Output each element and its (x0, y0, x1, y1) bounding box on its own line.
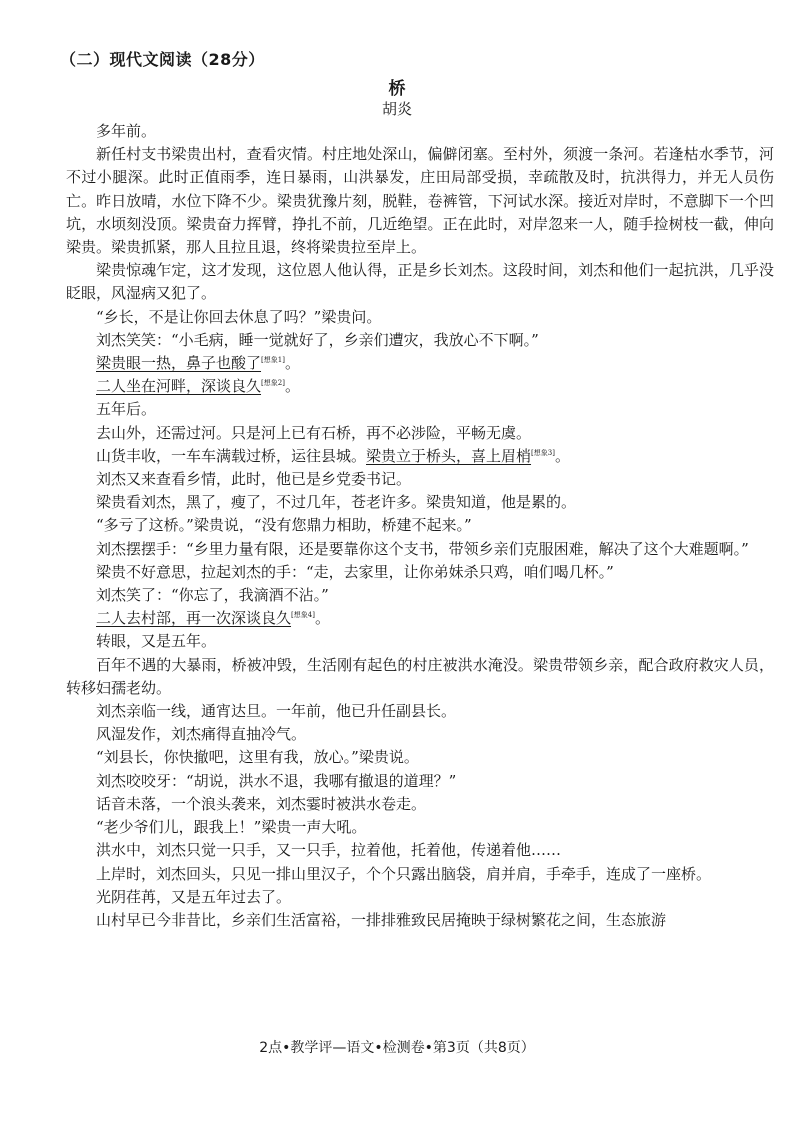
story-paragraph (66, 584, 774, 607)
paragraph-text: 刘杰摆摆手：“乡里力量有限，还是要靠你这个支书，带领乡亲们克服困难，解决了这个大难题啊。” (96, 539, 749, 558)
story-paragraph (66, 770, 774, 793)
story-paragraph (66, 746, 774, 769)
paragraph-text: 五年后。 (96, 400, 157, 419)
story-paragraph (66, 909, 774, 932)
paragraph-text: 新任村支书梁贵出村，查看灾情。村庄地处深山，偏僻闭塞。至村外，须渡一条河。若逢枯水季节，河不过小腿深。此时正值雨季，连日暴雨，山洪暴发，庄田局部受损，幸疏散及时，抗洪得力，并无人员伤亡。昨日放晴，水位下降不少。梁贵犹豫片刻，脱鞋，卷裤管，下河试水深。接近对岸时，不意脚下一个凹坑，水顷刻没顶。梁贵奋力挥臂，挣扎不前，几近绝望。正在此时，对岸忽来一人，随手捡树枝一截，伸向梁贵。梁贵抓紧，那人且拉且退，终将梁贵拉至岸上。 (66, 145, 774, 257)
story-paragraph (66, 306, 774, 329)
paragraph-text: 梁贵看刘杰，黑了，瘦了，不过几年，苍老许多。梁贵知道，他是累的。 (96, 493, 577, 512)
paragraph-text: 洪水中，刘杰只觉一只手，又一只手，拉着他，托着他，传递着他…… (96, 841, 562, 860)
paragraph-text: “刘县长，你快撤吧，这里有我，放心。”梁贵说。 (96, 748, 419, 767)
underlined-passage: 梁贵眼一热，鼻子也酸了 (96, 354, 262, 373)
story-paragraph (66, 863, 774, 886)
story-paragraph (66, 816, 774, 839)
paragraph-text: 梁贵不好意思，拉起刘杰的手：“走，去家里，让你弟妹杀只鸡，咱们喝几杯。” (96, 562, 614, 581)
paragraph-text: 上岸时，刘杰回头，只见一排山里汉子，个个只露出脑袋，肩并肩，手牵手，连成了一座桥。 (96, 864, 712, 883)
annotation-note: [想象1] (261, 356, 285, 365)
story-body (66, 120, 774, 932)
underlined-passage: 二人坐在河畔，深谈良久 (96, 377, 262, 396)
paragraph-text: 山货丰收，一车车满载过桥，运往县城。 (96, 446, 367, 465)
story-paragraph (66, 723, 774, 746)
paragraph-text: “乡长，不是让你回去休息了吗？”梁贵问。 (96, 307, 382, 326)
paragraph-text: 刘杰笑笑：“小毛病，睡一觉就好了，乡亲们遭灾，我放心不下啊。” (96, 330, 539, 349)
story-paragraph (66, 630, 774, 653)
underlined-passage: 二人去村部，再一次深谈良久 (96, 609, 292, 628)
story-paragraph (66, 886, 774, 909)
paragraph-text: 百年不遇的大暴雨，桥被冲毁，生活刚有起色的村庄被洪水淹没。梁贵带领乡亲，配合政府救灾人员，转移妇孺老幼。 (66, 655, 774, 697)
story-paragraph (66, 607, 774, 630)
paragraph-text: 刘杰笑了：“你忘了，我滴酒不沾。” (96, 586, 329, 605)
page-footer: 2点•教学评—语文•检测卷•第3页（共8页） (259, 1040, 535, 1056)
paragraph-text: 山村早已今非昔比，乡亲们生活富裕，一排排雅致民居掩映于绿树繁花之间，生态旅游 (96, 910, 667, 929)
paragraph-text: “多亏了这桥。”梁贵说，“没有您鼎力相助，桥建不起来。” (96, 516, 472, 535)
story-paragraph (66, 352, 774, 375)
paragraph-text: “老少爷们儿，跟我上！”梁贵一声大吼。 (96, 818, 367, 837)
story-paragraph (66, 445, 774, 468)
paragraph-punctuation: 。 (284, 377, 300, 396)
story-paragraph (66, 561, 774, 584)
annotation-note: [想象4] (291, 611, 315, 620)
paragraph-text: 去山外，还需过河。只是河上已有石桥，再不必涉险，平畅无虞。 (96, 423, 532, 442)
story-paragraph (66, 259, 774, 305)
paragraph-punctuation: 。 (284, 354, 300, 373)
paragraph-text: 刘杰亲临一线，通宵达旦。一年前，他已升任副县长。 (96, 702, 457, 721)
paragraph-text: 光阴荏苒，又是五年过去了。 (96, 887, 292, 906)
story-paragraph (66, 422, 774, 445)
paragraph-punctuation: 。 (554, 446, 570, 465)
story-paragraph (66, 654, 774, 700)
paragraph-text: 刘杰咬咬牙：“胡说，洪水不退，我哪有撤退的道理？” (96, 771, 457, 790)
story-paragraph (66, 329, 774, 352)
paragraph-text: 梁贵惊魂乍定，这才发现，这位恩人他认得，正是乡长刘杰。这段时间，刘杰和他们一起抗洪，几乎没眨眼，风湿病又犯了。 (66, 261, 774, 303)
section-heading: （二）现代文阅读（28分） (60, 50, 265, 69)
story-paragraph (66, 700, 774, 723)
story-paragraph (66, 538, 774, 561)
story-author: 胡炎 (381, 100, 412, 118)
story-paragraph (66, 398, 774, 421)
story-paragraph (66, 468, 774, 491)
paragraph-text: 转眼，又是五年。 (96, 632, 217, 651)
story-paragraph (66, 839, 774, 862)
story-paragraph (66, 143, 774, 259)
paragraph-text: 话音未落，一个浪头袭来，刘杰霎时被洪水卷走。 (96, 794, 427, 813)
story-paragraph (66, 793, 774, 816)
paragraph-text: 刘杰又来查看乡情，此时，他已是乡党委书记。 (96, 470, 412, 489)
annotation-note: [想象2] (261, 379, 285, 388)
story-paragraph (66, 120, 774, 143)
story-title: 桥 (388, 79, 406, 99)
paragraph-text: 多年前。 (96, 122, 157, 140)
story-paragraph (66, 491, 774, 514)
paragraph-text: 风湿发作，刘杰痛得直抽冷气。 (96, 725, 307, 744)
story-paragraph (66, 514, 774, 537)
underlined-passage: 梁贵立于桥头，喜上眉梢 (366, 446, 532, 465)
paragraph-punctuation: 。 (314, 609, 330, 628)
annotation-note: [想象3] (531, 448, 555, 457)
story-paragraph (66, 375, 774, 398)
